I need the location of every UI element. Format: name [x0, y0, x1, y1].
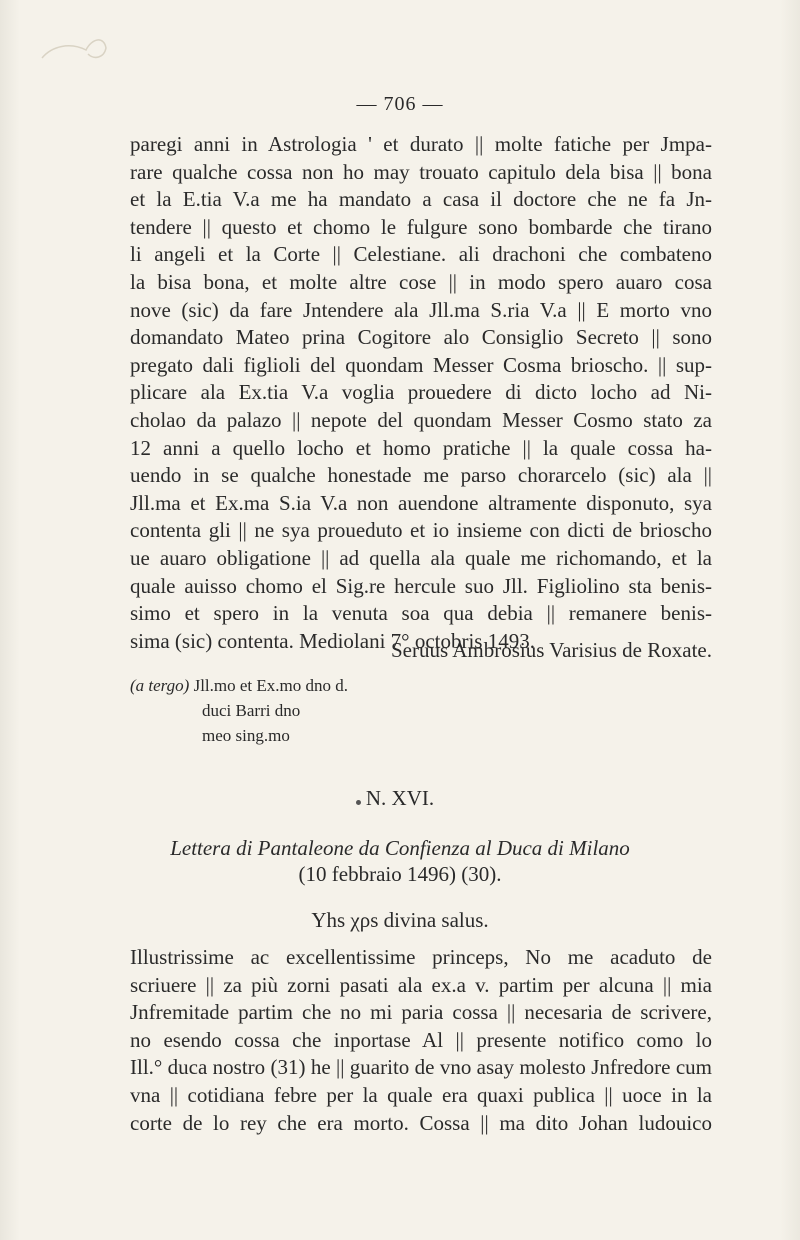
text-line: nove (sic) da fare Jntendere ala Jll.ma S.ria V.a || E morto vno	[130, 297, 712, 322]
text-line: Illustrissime ac excellentissime princeps, No me acaduto de	[130, 945, 712, 969]
text-line: quale auisso chomo el Sig.re hercule suo Jll. Figliolino sta benis-	[130, 573, 712, 598]
text-line: rare qualche cossa non ho may trouato capitulo dela bisa || bona	[130, 159, 712, 184]
page-number: — 706 —	[356, 93, 444, 115]
text-line: no esendo cossa che inportase Al || presente notifico como lo	[130, 1027, 712, 1052]
text-line: ue auaro obligatione || ad quella ala quale me richomando, et la	[130, 545, 712, 570]
text-line: domandato Mateo prina Cogitore alo Consiglio Secreto || sono	[130, 325, 712, 350]
verso-address	[130, 673, 348, 748]
invocation: Yhs χρs divina salus.	[311, 908, 489, 932]
section-date: (10 febbraio 1496) (30).	[298, 862, 502, 886]
text-line: Ill.° duca nostro (31) he || guarito de vno asay molesto Jnfredore cum	[130, 1055, 712, 1080]
verso-line: Jll.mo et Ex.mo dno d.	[193, 676, 348, 695]
text-line: 12 anni a quello locho et homo pratiche || la quale cossa ha-	[130, 435, 712, 460]
verso-label: (a tergo)	[130, 676, 190, 695]
text-line: contenta gli || ne sya proueduto et io insieme con dicti de brioscho	[130, 518, 712, 543]
section-title: Lettera di Pantaleone da Confienza al Duca di Milano	[170, 836, 630, 860]
stamp-mark	[40, 28, 110, 68]
text-line: pregato dali figlioli del quondam Messer Cosma brioscho. || sup-	[130, 352, 712, 377]
text-line: la bisa bona, et molte altre cose || in modo spero auaro cosa	[130, 269, 712, 294]
verso-line: meo sing.mo	[202, 726, 290, 745]
text-line: cholao da palazo || nepote del quondam Messer Cosmo stato za	[130, 407, 712, 432]
letter-2-body	[130, 944, 712, 1137]
text-line: Jll.ma et Ex.ma S.ia V.a non auendone altramente disponuto, sya	[130, 490, 712, 515]
text-line: Jnfremitade partim che no mi paria cossa || necesaria de scrivere,	[130, 1000, 712, 1025]
verso-line: duci Barri dno	[202, 701, 301, 720]
text-line: paregi anni in Astrologia ' et durato || molte fatiche per Jmpa-	[130, 132, 712, 156]
text-line: sima (sic) contenta. Mediolani 7° octobris 1493.	[130, 628, 535, 653]
text-line: corte de lo rey che era morto. Cossa || ma dito Johan ludouico	[130, 1110, 712, 1135]
text-line: vna || cotidiana febre per la quale era quaxi publica || uoce in la	[130, 1082, 712, 1107]
text-line: scriuere || za più zorni pasati ala ex.a v. partim per alcuna || mia	[130, 972, 712, 997]
text-line: simo et spero in la venuta soa qua debia || remanere benis-	[130, 601, 712, 626]
text-line: uendo in se qualche honestade me parso chorarcelo (sic) ala ||	[130, 463, 712, 488]
text-line: et la E.tia V.a me ha mandato a casa il doctore che ne fa Jn-	[130, 187, 712, 212]
text-line: li angeli et la Corte || Celestiane. ali drachoni che combateno	[130, 242, 712, 267]
text-line: plicare ala Ex.tia V.a voglia prouedere di dicto locho ad Ni-	[130, 380, 712, 405]
signature: Seruus Ambrosius Varisius de Roxate.	[390, 638, 712, 662]
letter-1-body	[130, 131, 712, 655]
section-number: N. XVI.	[365, 786, 435, 810]
text-line: tendere || questo et chomo le fulgure sono bombarde che tirano	[130, 214, 712, 239]
